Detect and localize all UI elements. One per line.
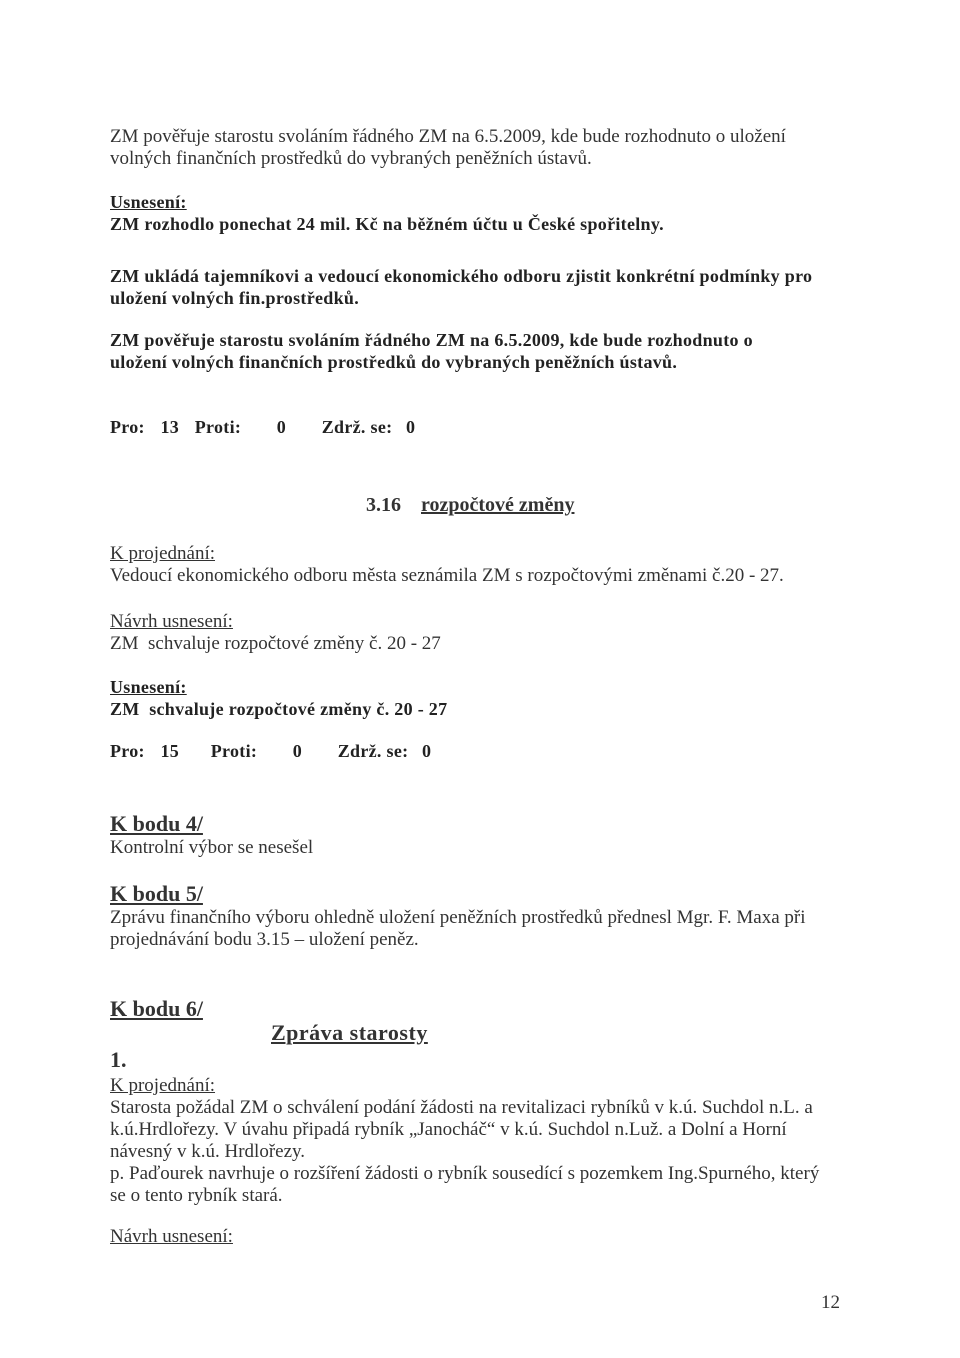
- proposal-label: Návrh usnesení:: [110, 611, 233, 632]
- resolution-label: Usnesení:: [110, 677, 187, 697]
- vote-pro-value: 13: [160, 417, 180, 437]
- vote-zdrz-value: 0: [422, 741, 432, 761]
- vote-zdrz-label: Zdrž. se:: [337, 741, 409, 761]
- vote-pro-label: Pro:: [110, 741, 145, 761]
- resolution-text: ZM schvaluje rozpočtové změny č. 20 - 27: [110, 699, 448, 719]
- resolution: [110, 676, 850, 720]
- resolution-paragraph: ZM pověřuje starostu svoláním řádného ZM na 6.5.2009, kde bude rozhodnuto o uložení volných finančních prostředků do vybraných peněžních ústavů.: [110, 330, 753, 372]
- text-line: ZM pověřuje starostu svoláním řádného ZM na 6.5.2009, kde bude rozhodnuto o uložení: [110, 126, 786, 147]
- resolution-label: Usnesení:: [110, 192, 187, 212]
- vote-pro-label: Pro:: [110, 417, 145, 437]
- proposal-label: Návrh usnesení:: [110, 1226, 233, 1247]
- agenda-text: Kontrolní výbor se nesešel: [110, 837, 314, 858]
- vote-zdrz-label: Zdrž. se:: [321, 417, 393, 437]
- intro-paragraph: [110, 126, 850, 170]
- text-line: k.ú.Hrdlořezy. V úvahu připadá rybník „Janocháč“ v k.ú. Suchdol n.Luž. a Dolní a Horní: [110, 1119, 787, 1140]
- agenda-heading: K bodu 4/: [110, 811, 203, 836]
- vote-proti-value: 0: [292, 741, 303, 761]
- text-line: volných finančních prostředků do vybraných peněžních ústavů.: [110, 148, 592, 169]
- agenda-text: Zprávu finančního výboru ohledně uložení peněžních prostředků přednesl Mgr. F. Maxa při: [110, 907, 806, 928]
- discussion-label: K projednání:: [110, 1075, 216, 1096]
- resolution-text: ZM rozhodlo ponechat 24 mil. Kč na běžném účtu u České spořitelny.: [110, 214, 664, 234]
- discussion-text: Vedoucí ekonomického odboru města seznámila ZM s rozpočtovými změnami č.20 - 27.: [110, 565, 784, 586]
- vote-proti-label: Proti:: [210, 741, 258, 761]
- text-line: návesný v k.ú. Hrdlořezy.: [110, 1141, 306, 1162]
- vote-proti-label: Proti:: [194, 417, 242, 437]
- vote-proti-value: 0: [276, 417, 287, 437]
- section-title: rozpočtové změny: [421, 494, 575, 516]
- agenda-heading: K bodu 5/: [110, 881, 203, 906]
- section-heading: [366, 494, 766, 516]
- proposal: [110, 611, 850, 655]
- page-number: 12: [821, 1292, 840, 1313]
- section-number: 3.16: [366, 494, 401, 516]
- report-item-number: 1.: [110, 1047, 127, 1072]
- agenda-item-6-heading: K bodu 6/: [110, 996, 203, 1021]
- text-line: Starosta požádal ZM o schválení podání žádosti na revitalizaci rybníků v k.ú. Suchdol n.L. a: [110, 1097, 813, 1118]
- proposal-text: ZM schvaluje rozpočtové změny č. 20 - 27: [110, 633, 441, 654]
- text-line: se o tento rybník stará.: [110, 1185, 283, 1206]
- resolution-paragraph: ZM ukládá tajemníkovi a vedoucí ekonomického odboru zjistit konkrétní podmínky pro uložení volných fin.prostředků.: [110, 266, 813, 308]
- report-title: Zpráva starosty: [271, 1020, 428, 1045]
- vote-result: [110, 740, 850, 762]
- agenda-item-4: [110, 811, 850, 859]
- vote-zdrz-value: 0: [406, 417, 416, 437]
- agenda-text: projednávání bodu 3.15 – uložení peněz.: [110, 929, 419, 950]
- agenda-item-5: [110, 881, 850, 951]
- proposal: [110, 1226, 850, 1248]
- report-discussion: [110, 1075, 850, 1207]
- discussion-label: K projednání:: [110, 543, 216, 564]
- discussion: [110, 543, 850, 587]
- vote-pro-value: 15: [160, 741, 180, 761]
- vote-result: [110, 416, 850, 438]
- text-line: p. Paďourek navrhuje o rozšíření žádosti o rybník sousedící s pozemkem Ing.Spurného, který: [110, 1163, 820, 1184]
